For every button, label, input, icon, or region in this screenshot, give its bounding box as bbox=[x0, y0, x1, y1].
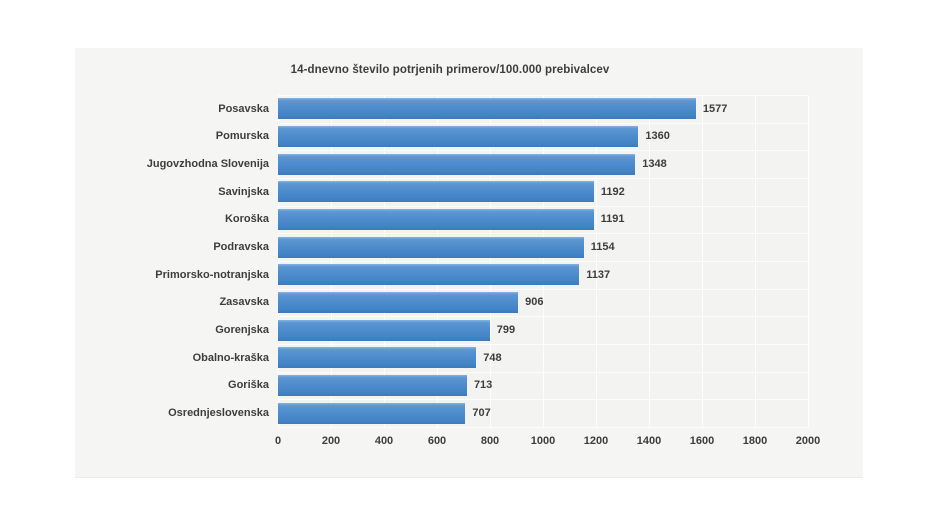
category-label: Podravska bbox=[213, 241, 269, 254]
value-label: 707 bbox=[472, 407, 491, 420]
bar-row bbox=[278, 178, 808, 206]
x-tick-label: 1600 bbox=[689, 435, 715, 447]
bar-row bbox=[278, 344, 808, 372]
bar bbox=[278, 403, 465, 424]
category-label: Koroška bbox=[224, 213, 269, 226]
plot-area bbox=[278, 95, 808, 427]
x-tick-label: 600 bbox=[427, 435, 447, 447]
value-label: 1137 bbox=[586, 268, 611, 281]
bar-row bbox=[278, 261, 808, 289]
bar-row bbox=[278, 123, 808, 151]
bar bbox=[278, 264, 579, 285]
category-label: Goriška bbox=[228, 379, 269, 392]
category-label: Savinjska bbox=[218, 185, 269, 198]
bar bbox=[278, 237, 584, 258]
x-tick-label: 1400 bbox=[636, 435, 662, 447]
bar-row bbox=[278, 289, 808, 317]
bar-row bbox=[278, 316, 808, 344]
value-axis bbox=[274, 435, 821, 451]
category-label: Jugovzhodna Slovenija bbox=[146, 158, 269, 171]
bar-row bbox=[278, 150, 808, 178]
x-tick-label: 0 bbox=[274, 435, 282, 447]
value-label: 748 bbox=[483, 351, 502, 364]
value-label: 1360 bbox=[645, 130, 670, 143]
category-label: Osrednjeslovenska bbox=[168, 407, 269, 420]
value-label: 713 bbox=[473, 379, 493, 392]
bar-row bbox=[278, 206, 808, 234]
chart-panel bbox=[75, 48, 863, 478]
bar-row bbox=[278, 233, 808, 261]
bar bbox=[278, 320, 490, 341]
value-label: 1577 bbox=[702, 102, 728, 115]
bar bbox=[278, 126, 638, 147]
bar-row bbox=[278, 95, 808, 123]
x-tick-label: 1000 bbox=[530, 435, 556, 447]
bar bbox=[278, 375, 467, 396]
category-label: Zasavska bbox=[219, 296, 269, 309]
value-label: 1154 bbox=[590, 241, 615, 254]
value-label: 1192 bbox=[600, 185, 625, 198]
value-label: 906 bbox=[525, 296, 544, 309]
bar bbox=[278, 209, 594, 230]
x-tick-label: 2000 bbox=[795, 435, 821, 447]
x-tick-label: 800 bbox=[480, 435, 500, 447]
bar bbox=[278, 181, 594, 202]
value-label: 1191 bbox=[600, 213, 625, 226]
x-tick-label: 400 bbox=[374, 435, 394, 447]
category-label: Pomurska bbox=[215, 130, 269, 143]
category-label: Gorenjska bbox=[215, 324, 269, 337]
bar bbox=[278, 292, 518, 313]
bar-row bbox=[278, 399, 808, 427]
x-tick-label: 200 bbox=[321, 435, 341, 447]
x-tick-label: 1200 bbox=[583, 435, 609, 447]
value-label: 1348 bbox=[642, 158, 667, 171]
chart-title: 14-dnevno število potrjenih primerov/100.000 prebivalcev bbox=[290, 64, 610, 76]
category-label: Posavska bbox=[218, 102, 269, 115]
horizontal-gridline bbox=[278, 427, 808, 428]
bar bbox=[278, 98, 696, 119]
category-label: Primorsko-notranjska bbox=[155, 268, 269, 281]
value-label: 799 bbox=[496, 324, 516, 337]
bar bbox=[278, 154, 635, 175]
x-tick-label: 1800 bbox=[742, 435, 768, 447]
vertical-gridline bbox=[808, 95, 809, 427]
category-label: Obalno-kraška bbox=[192, 351, 269, 364]
bar-row bbox=[278, 372, 808, 400]
category-axis bbox=[75, 95, 278, 427]
bar bbox=[278, 347, 476, 368]
